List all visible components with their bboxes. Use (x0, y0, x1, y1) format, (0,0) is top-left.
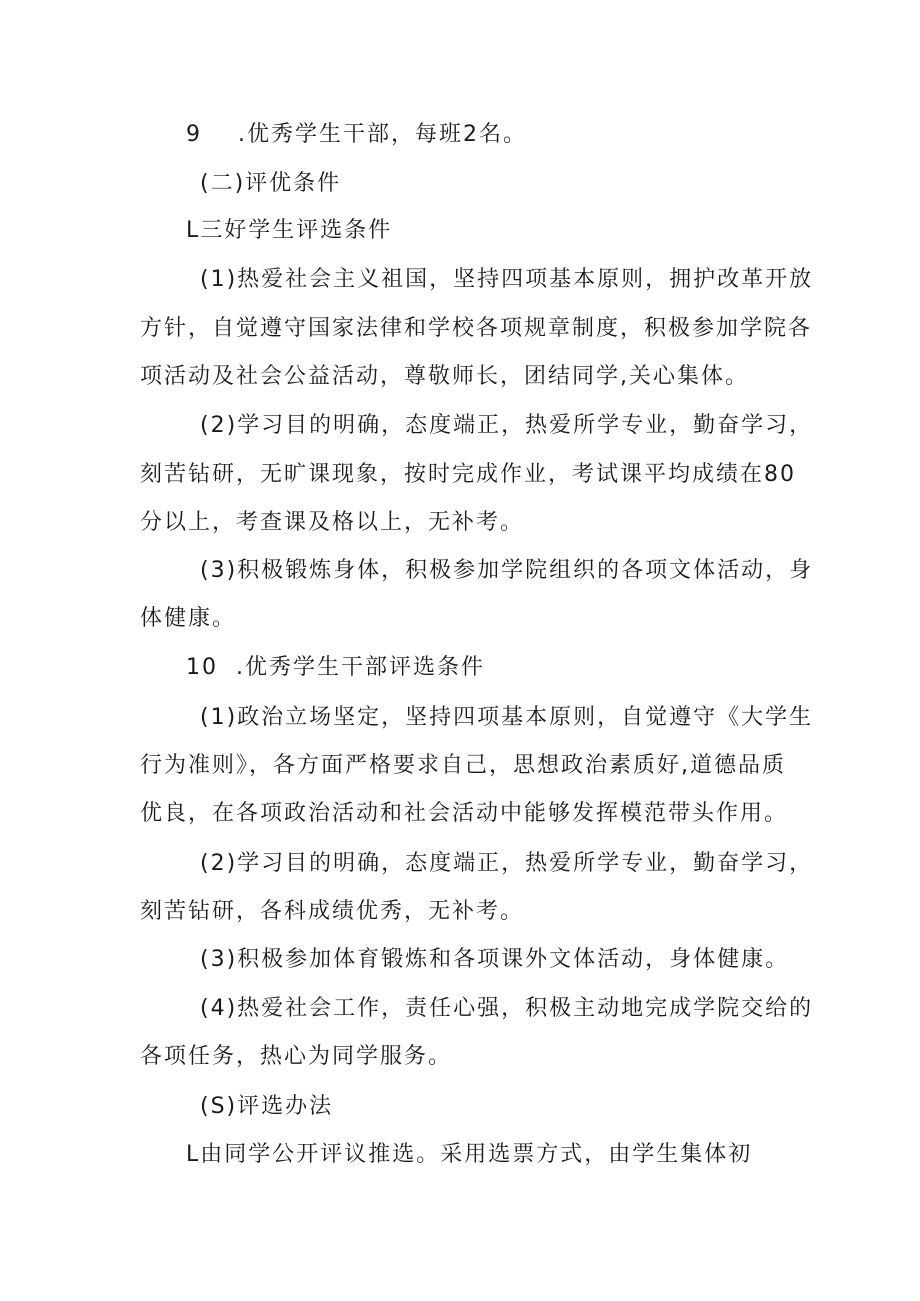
paragraph-line: L由同学公开评议推选。采用选票方式，由学生集体初 (186, 1142, 753, 1167)
section-heading-criteria: (二)评优条件 (200, 171, 342, 196)
paragraph-line: (3)积极参加体育锻炼和各项课外文体活动，身体健康。 (200, 947, 790, 972)
item-number: 9 (186, 122, 202, 147)
paragraph-line: (2)学习目的明确，态度端正，热爱所学专业，勤奋学习， (200, 413, 814, 438)
paragraph-line: 优良，在各项政治活动和社会活动中能够发挥模范带头作用。 (140, 801, 789, 826)
paragraph-line: (3)积极锻炼身体，积极参加学院组织的各项文体活动，身 (200, 558, 814, 583)
item-9 (186, 120, 846, 150)
paragraph-line: 分以上，考查课及格以上，无补考。 (140, 510, 525, 535)
paragraph-line: 各项任务，热心为同学服务。 (140, 1044, 453, 1069)
paragraph-line: 方针，自觉遵守国家法律和学校各项规章制度，积极参加学院各 (140, 316, 813, 341)
paragraph-line: 刻苦钻研，各科成绩优秀，无补考。 (140, 899, 525, 924)
paragraph-line: (1)热爱社会主义祖国，坚持四项基本原则，拥护改革开放 (200, 267, 814, 292)
paragraph-line: 刻苦钻研，无旷课现象，按时完成作业，考试课平均成绩在80 (140, 462, 796, 487)
item-number: 10 (186, 655, 218, 680)
subsection-heading-three-good: L三好学生评选条件 (186, 218, 393, 243)
item-10 (186, 653, 846, 683)
section-heading-method: (S)评选办法 (200, 1094, 334, 1119)
paragraph-line: 行为准则》，各方面严格要求自己，思想政治素质好,道德品质 (140, 753, 786, 778)
paragraph-line: 体健康。 (140, 606, 237, 631)
item-text: .优秀学生干部，每班2名。 (238, 122, 527, 147)
paragraph-line: (1)政治立场坚定，坚持四项基本原则，自觉遵守《大学生 (200, 705, 814, 730)
paragraph-line: 项活动及社会公益活动，尊敬师长，团结同学,关心集体。 (140, 364, 749, 389)
item-text: .优秀学生干部评选条件 (236, 655, 485, 680)
paragraph-line: (4)热爱社会工作，责任心强，积极主动地完成学院交给的 (200, 996, 814, 1021)
paragraph-line: (2)学习目的明确，态度端正，热爱所学专业，勤奋学习， (200, 851, 814, 876)
